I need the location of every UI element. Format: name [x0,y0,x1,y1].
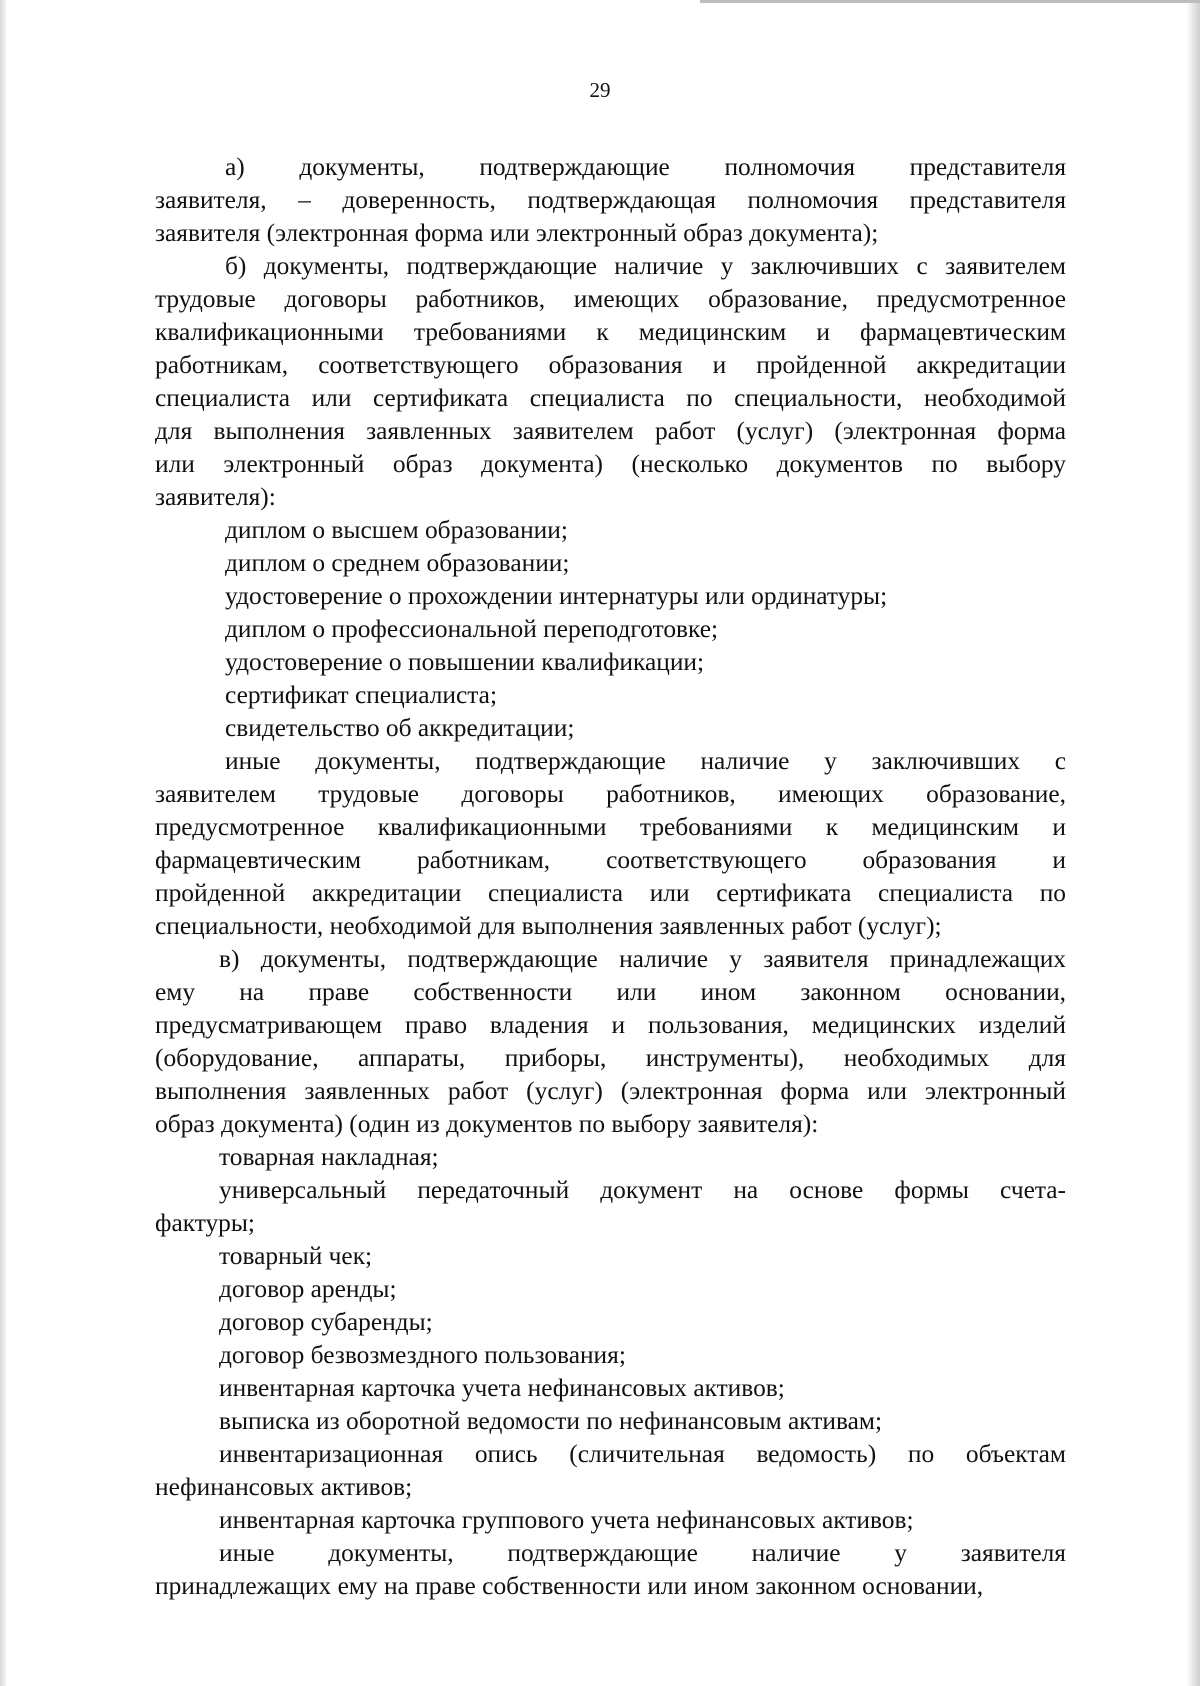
list-item: иные документы, подтверждающие наличие у заявителя [219,1539,1066,1567]
text-line: трудовые договоры работников, имеющих образование, предусмотренное [155,285,1066,313]
text-line: специальности, необходимой для выполнения заявленных работ (услуг); [155,912,942,940]
list-item: универсальный передаточный документ на основе формы счета- [219,1176,1066,1204]
list-item: инвентарная карточка учета нефинансовых активов; [219,1374,785,1402]
text-line: для выполнения заявленных заявителем работ (услуг) (электронная форма [155,417,1066,445]
text-line: заявителя, – доверенность, подтверждающая полномочия представителя [155,186,1066,214]
text-line: предусмотренное квалификационными требованиями к медицинским и [155,813,1066,841]
text-line: квалификационными требованиями к медицинским и фармацевтическим [155,318,1066,346]
text-line: в) документы, подтверждающие наличие у заявителя принадлежащих [219,945,1066,973]
list-item: диплом о профессиональной переподготовке; [225,615,719,643]
list-item: выписка из оборотной ведомости по нефинансовым активам; [219,1407,883,1435]
text-line: а) документы, подтверждающие полномочия представителя [225,153,1066,181]
list-item: договор аренды; [219,1275,397,1303]
text-line: нефинансовых активов; [155,1473,413,1501]
text-line: заявителя (электронная форма или электронный образ документа); [155,219,879,247]
text-line: или электронный образ документа) (несколько документов по выбору [155,450,1066,478]
text-line: иные документы, подтверждающие наличие у заключивших с [225,747,1066,775]
page-number: 29 [589,78,611,102]
list-item: товарная накладная; [219,1143,439,1171]
list-item: диплом о высшем образовании; [225,516,568,544]
text-line: специалиста или сертификата специалиста по специальности, необходимой [155,384,1066,412]
text-line: фармацевтическим работникам, соответствующего образования и [155,846,1066,874]
document-body [155,151,1066,1603]
list-item: удостоверение о повышении квалификации; [225,648,705,676]
scan-edge-left [0,0,6,1686]
text-line: образ документа) (один из документов по выбору заявителя): [155,1110,819,1138]
list-item: договор безвозмездного пользования; [219,1341,626,1369]
text-line: фактуры; [155,1209,255,1237]
list-item: инвентаризационная опись (сличительная ведомость) по объектам [219,1440,1066,1468]
text-line: пройденной аккредитации специалиста или сертификата специалиста по [155,879,1066,907]
text-line: заявителем трудовые договоры работников, имеющих образование, [155,780,1066,808]
text-line: предусматривающем право владения и пользования, медицинских изделий [155,1011,1066,1039]
text-line: заявителя): [155,483,276,511]
list-item: инвентарная карточка группового учета нефинансовых активов; [219,1506,914,1534]
text-line: ему на праве собственности или ином законном основании, [155,978,1066,1006]
list-item: свидетельство об аккредитации; [225,714,575,742]
list-item: диплом о среднем образовании; [225,549,570,577]
text-line: выполнения заявленных работ (услуг) (электронная форма или электронный [155,1077,1066,1105]
scan-edge-top [700,0,1200,3]
text-line: принадлежащих ему на праве собственности или ином законном основании, [155,1572,984,1600]
text-line: работникам, соответствующего образования и пройденной аккредитации [155,351,1066,379]
list-item: удостоверение о прохождении интернатуры или ординатуры; [225,582,888,610]
list-item: сертификат специалиста; [225,681,497,709]
text-line: б) документы, подтверждающие наличие у заключивших с заявителем [225,252,1066,280]
list-item: товарный чек; [219,1242,373,1270]
list-item: договор субаренды; [219,1308,433,1336]
scan-edge-right [1186,0,1200,1686]
text-line: (оборудование, аппараты, приборы, инструменты), необходимых для [155,1044,1066,1072]
